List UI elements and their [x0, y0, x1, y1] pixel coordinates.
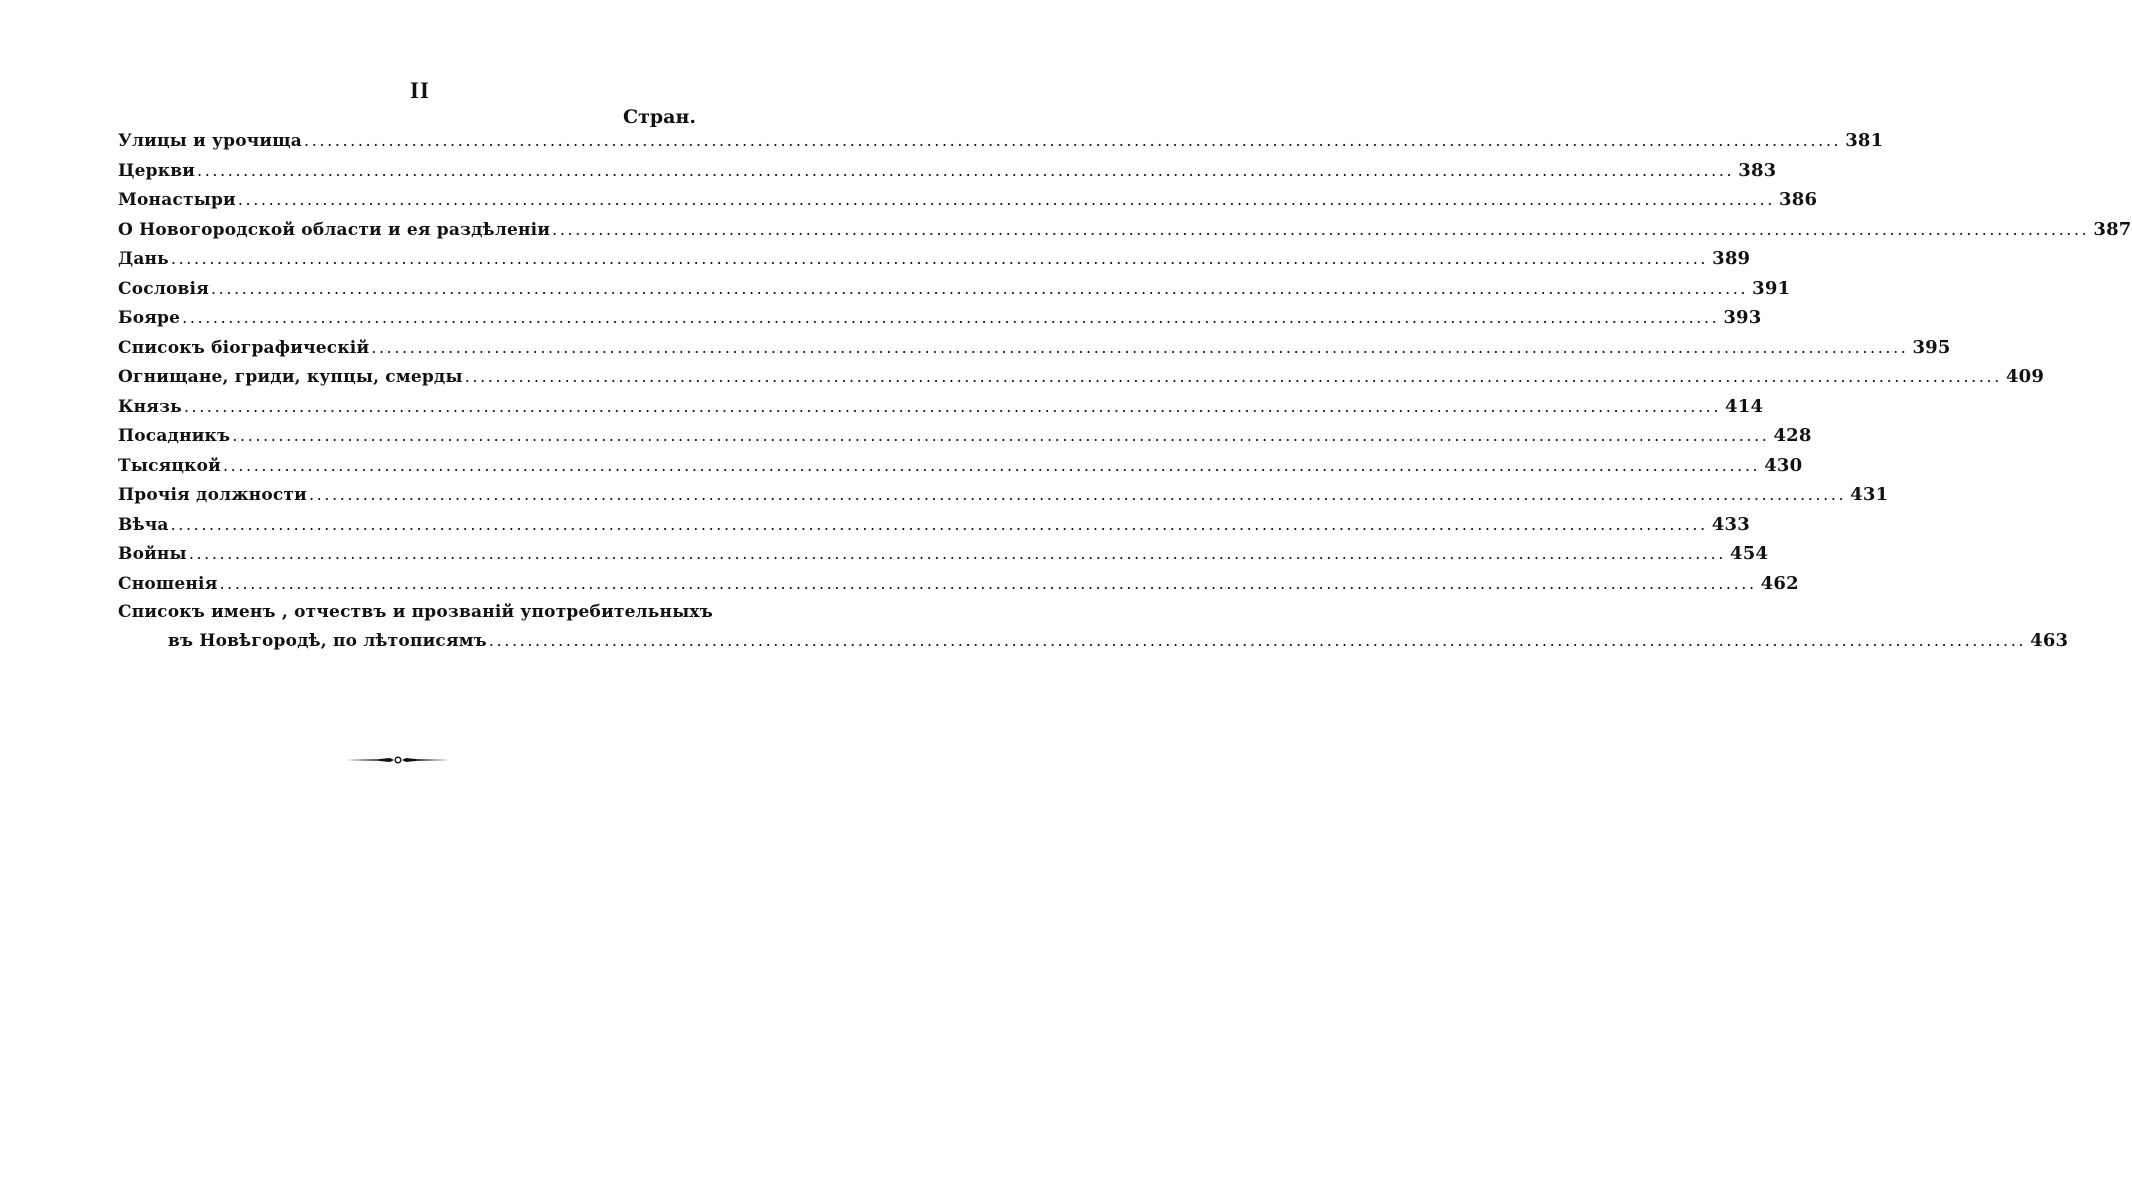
- toc-entry-page: 383: [1738, 159, 1777, 181]
- toc-entry-title: Бояре: [118, 308, 181, 328]
- toc-entry-page: 409: [2005, 366, 2045, 387]
- toc-leader-dots: ........................................................................................................................................................................................................: [371, 337, 1909, 357]
- toc-entry-title: Церкви: [118, 160, 196, 181]
- page-column-label: Стран.: [622, 106, 696, 128]
- toc-leader-dots: ........................................................................................................................................................................................................: [183, 396, 1722, 416]
- toc-entry-multiline-first: [118, 602, 714, 630]
- toc-entry-page: 462: [1760, 572, 1799, 594]
- toc-entry-page: 386: [1779, 189, 1818, 210]
- toc-entry-title: Списокъ біографическій: [118, 337, 370, 358]
- toc-leader-dots: ........................................................................................................................................................................................................: [237, 190, 1776, 209]
- toc-entry-page: 433: [1711, 513, 1750, 535]
- toc-leader-dots: ........................................................................................................................................................................................................: [188, 544, 1726, 563]
- toc-entry-page: 387: [2093, 218, 2132, 240]
- toc-leader-dots: ........................................................................................................................................................................................................: [223, 455, 1761, 475]
- toc-leader-dots: ........................................................................................................................................................................................................: [464, 367, 2002, 386]
- toc-entry: [118, 395, 1764, 426]
- toc-leader-dots: ........................................................................................................................................................................................................: [170, 249, 1709, 268]
- toc-entry: [118, 248, 1751, 278]
- page-number: II: [410, 78, 430, 103]
- toc-leader-dots: ........................................................................................................................................................................................................: [308, 485, 1847, 504]
- toc-entry-page: 389: [1712, 248, 1751, 269]
- toc-entry-title: Тысяцкой: [118, 455, 221, 476]
- toc-entry-page: 393: [1723, 307, 1762, 328]
- toc-entry-title: Прочія должности: [118, 485, 307, 505]
- toc-entry-page: 428: [1773, 425, 1812, 446]
- toc-entry-page: 395: [1912, 336, 1951, 358]
- toc-leader-dots: ........................................................................................................................................................................................................: [197, 160, 1735, 180]
- toc-entry-page: 430: [1764, 454, 1803, 476]
- toc-leader-dots: ........................................................................................................................................................................................................: [304, 131, 1842, 150]
- toc-entry-title-line1: Списокъ именъ , отчествъ и прозваній употребительныхъ: [118, 602, 714, 622]
- toc-entry-title-line2: въ Новѣгородѣ, по лѣтописямъ: [168, 631, 487, 651]
- toc-leader-dots: ........................................................................................................................................................................................................: [219, 573, 1757, 593]
- toc-entry: [118, 513, 1750, 544]
- toc-entry-title: Огнищане, гриди, купцы, смерды: [118, 367, 463, 387]
- tailpiece-ornament: [344, 752, 452, 768]
- toc-entry: [118, 366, 2045, 396]
- toc-leader-dots: ........................................................................................................................................................................................................: [232, 426, 1770, 445]
- toc-entry: [118, 189, 1818, 219]
- toc-entry: [118, 159, 1777, 190]
- toc-entry-title: Сословія: [118, 278, 209, 299]
- toc-entry-page: 431: [1850, 484, 1889, 505]
- toc-entry: [118, 454, 1803, 485]
- toc-entry-title: Дань: [118, 249, 169, 269]
- toc-entry-title: Улицы и урочища: [118, 131, 303, 151]
- toc-entry: [118, 572, 1799, 603]
- toc-leader-dots: ........................................................................................................................................................................................................: [182, 308, 1720, 327]
- toc-entry-page: 454: [1730, 543, 1769, 564]
- toc-entry-title: Войны: [118, 544, 187, 564]
- toc-entry-multiline-second: [118, 630, 2069, 660]
- table-of-contents: [118, 130, 2132, 660]
- toc-entry-title: Вѣча: [118, 514, 169, 535]
- toc-entry: [118, 484, 1889, 514]
- toc-entry: [118, 336, 1951, 367]
- toc-entry-title: Монастыри: [118, 190, 236, 210]
- toc-entry: [118, 307, 1762, 337]
- toc-entry-page: 381: [1845, 130, 1884, 151]
- toc-entry-title: Князь: [118, 396, 182, 417]
- toc-leader-dots: ........................................................................................................................................................................................................: [210, 278, 1749, 298]
- toc-entry-title: Сношенія: [118, 573, 218, 594]
- toc-entry-title: Посадникъ: [118, 426, 231, 446]
- toc-entry: [118, 218, 2132, 249]
- toc-entry: [118, 543, 1769, 573]
- toc-leader-dots: ........................................................................................................................................................................................................: [552, 219, 2090, 239]
- toc-entry-page: 414: [1725, 395, 1764, 417]
- toc-leader-dots: ........................................................................................................................................................................................................: [488, 631, 2027, 650]
- toc-entry: [118, 130, 1884, 160]
- toc-leader-dots: ........................................................................................................................................................................................................: [170, 514, 1708, 534]
- toc-entry-page: 391: [1752, 277, 1791, 299]
- toc-entry-page: 463: [2030, 630, 2069, 651]
- toc-entry: [118, 425, 1812, 455]
- toc-entry: [118, 277, 1791, 308]
- toc-entry-title: О Новогородской области и ея раздѣленіи: [118, 219, 551, 240]
